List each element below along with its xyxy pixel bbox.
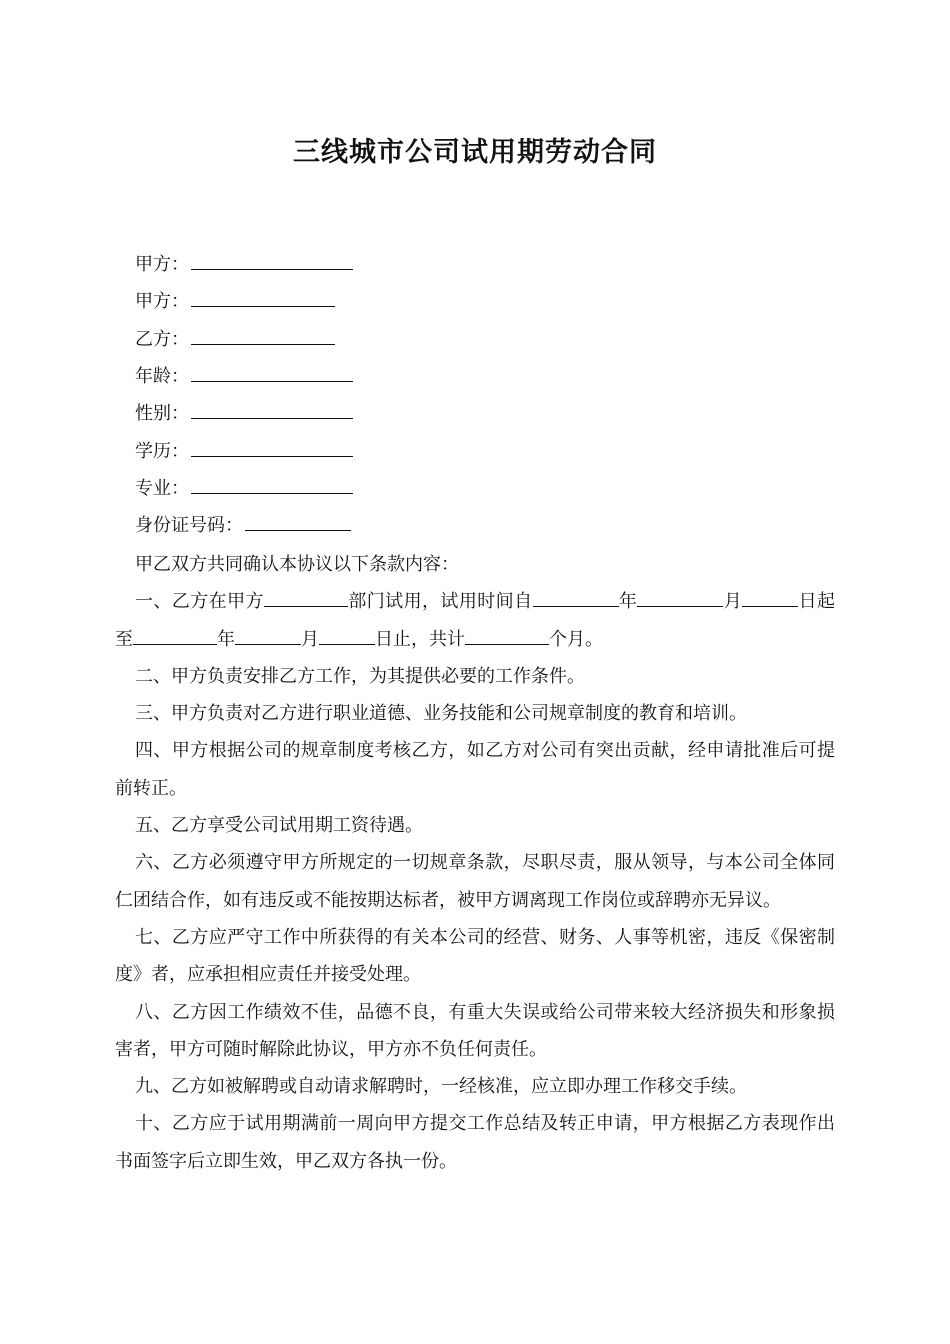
end-month-blank[interactable] — [235, 624, 301, 645]
clause-1-part-b: 部门试用，试用时间自 — [347, 591, 533, 613]
clause-8: 八、乙方因工作绩效不佳，品德不良，有重大失误或给公司带来较大经济损失和形象损害者，甲方可随时解除此协议，甲方亦不负任何责任。 — [115, 1001, 835, 1060]
clause-1-part-h: 日止，共计 — [375, 628, 465, 650]
document-title: 三线城市公司试用期劳动合同 — [293, 137, 657, 168]
clause-1-part-c: 年 — [618, 591, 638, 613]
department-blank[interactable] — [264, 586, 348, 607]
clause-6: 六、乙方必须遵守甲方所规定的一切规章条款，尽职尽责，服从领导，与本公司全体同仁团结合作，如有违反或不能按期达标者，被甲方调离现工作岗位或辞聘亦无异议。 — [115, 852, 835, 911]
clause-7: 七、乙方应严守工作中所获得的有关本公司的经营、财务、人事等机密，违反《保密制度》者，应承担相应责任并接受处理。 — [115, 926, 835, 986]
party-a-blank[interactable] — [191, 251, 353, 270]
gender-field — [135, 400, 353, 426]
clause-3: 三、甲方负责对乙方进行职业道德、业务技能和公司规章制度的教育和培训。 — [135, 703, 747, 725]
total-months-blank[interactable] — [465, 624, 549, 645]
clause-10: 十、乙方应于试用期满前一周向甲方提交工作总结及转正申请，甲方根据乙方表现作出书面签字后立即生效，甲乙双方各执一份。 — [115, 1113, 835, 1172]
party-a-label: 甲方： — [135, 254, 189, 275]
intro-paragraph: 甲乙双方共同确认本协议以下条款内容： — [135, 554, 459, 575]
education-blank[interactable] — [191, 438, 353, 457]
party-a-blank-2[interactable] — [191, 288, 335, 307]
major-blank[interactable] — [191, 475, 353, 494]
clause-9: 九、乙方如被解聘或自动请求解聘时，一经核准，应立即办理工作移交手续。 — [135, 1076, 747, 1098]
end-day-blank[interactable] — [319, 624, 375, 645]
gender-label: 性别： — [135, 403, 189, 424]
age-blank[interactable] — [191, 363, 353, 382]
party-a-field — [135, 251, 353, 277]
clause-1-part-d: 月 — [723, 591, 743, 613]
party-a-field-2 — [135, 288, 335, 314]
party-b-label: 乙方： — [135, 329, 189, 350]
age-label: 年龄： — [135, 366, 189, 387]
party-b-field — [135, 326, 335, 352]
clause-1-part-a: 一、乙方在甲方 — [135, 591, 264, 613]
clause-1-part-g: 月 — [301, 628, 319, 650]
clause-5: 五、乙方享受公司试用期工资待遇。 — [135, 815, 423, 837]
end-year-blank[interactable] — [133, 624, 217, 645]
age-field — [135, 363, 353, 389]
clause-1-part-e: 日起至 — [115, 591, 836, 650]
gender-blank[interactable] — [191, 400, 353, 419]
clause-1-part-f: 年 — [217, 628, 235, 650]
clause-1-part-i: 个月。 — [549, 628, 603, 650]
education-label: 学历： — [135, 441, 189, 462]
id-number-field — [135, 512, 351, 538]
contract-body — [115, 546, 835, 1180]
clause-4: 四、甲方根据公司的规章制度考核乙方，如乙方对公司有突出贡献，经申请批准后可提前转正。 — [115, 740, 835, 799]
clause-2: 二、甲方负责安排乙方工作，为其提供必要的工作条件。 — [135, 665, 585, 687]
party-a-label-2: 甲方： — [135, 291, 189, 312]
party-b-blank[interactable] — [191, 326, 335, 345]
id-number-blank[interactable] — [245, 512, 351, 531]
clause-1 — [115, 583, 835, 658]
education-field — [135, 438, 353, 464]
major-field — [135, 475, 353, 501]
start-month-blank[interactable] — [637, 586, 723, 607]
start-day-blank[interactable] — [742, 586, 798, 607]
start-year-blank[interactable] — [533, 586, 619, 607]
major-label: 专业： — [135, 478, 189, 499]
id-number-label: 身份证号码： — [135, 515, 243, 536]
